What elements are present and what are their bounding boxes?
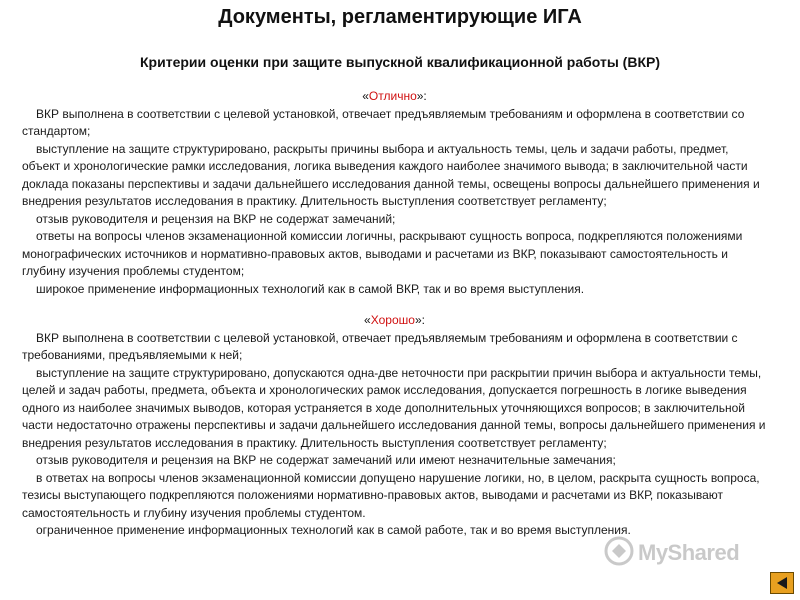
watermark xyxy=(604,536,774,570)
criterion-paragraph: выступление на защите структурировано, допускаются одна-две неточности при раскрытии причин выбора и актуальности темы, целей и задач работы, предмета, объекта и хронологических рамок исследования, допускается погрешность в логике выведения одного из наиболее значимых выводов, которая устраняется в ходе дополнительных уточняющихся вопросов; в заключительной части недостаточно отражены перспективы и задачи дальнейшего исследования данной темы, вопросы дальнейшего применения и внедрения результатов исследования в практику. Длительность выступления соответствует регламенту; xyxy=(22,365,766,450)
criterion-paragraph: выступление на защите структурировано, раскрыты причины выбора и актуальность темы, цель и задачи работы, предмет, объект и хронологические рамки исследования, логика выведения каждого наиболее значимого вывода; в заключительной части доклада показаны перспективы и задачи дальнейшего исследования данной темы, освещены вопросы дальнейшего применения и внедрения результатов исследования в практику. Длительность выступления соответствует регламенту; xyxy=(22,141,760,208)
grade-label-good: Хорошо xyxy=(370,313,415,327)
criterion-paragraph: ответы на вопросы членов экзаменационной комиссии логичны, раскрывают сущность вопроса, подкрепляются положениями монографических источников и нормативно-правовых актов, выводами и расчетами из ВКР, показывают самостоятельность и глубину изучения проблемы студентом; xyxy=(22,229,743,278)
section-excellent xyxy=(22,88,767,298)
section-good xyxy=(22,312,767,540)
grade-label-excellent: Отлично xyxy=(368,89,417,103)
grade-heading: «Хорошо»: xyxy=(364,313,425,327)
criterion-paragraph: ограниченное применение информационных технологий как в самой работе, так и во время выступления. xyxy=(36,523,631,537)
watermark-logo-icon xyxy=(604,536,634,571)
back-arrow-icon xyxy=(771,573,793,593)
criteria-content xyxy=(22,88,767,540)
watermark-text: MyShared xyxy=(638,540,740,565)
criterion-paragraph: в ответах на вопросы членов экзаменационной комиссии допущено нарушение логики, но, в целом, раскрыта сущность вопроса, тезисы выступающего подкрепляются положениями нормативно-правовых актов, выводами и расчетами из ВКР, показывают самостоятельность и глубину изучения проблемы студентом. xyxy=(22,470,760,520)
criterion-paragraph: ВКР выполнена в соответствии с целевой установкой, отвечает предъявляемым требованиям и оформлена в соответствии со стандартом; xyxy=(22,106,745,138)
page-title: Документы, регламентирующие ИГА xyxy=(218,6,582,28)
criterion-paragraph: отзыв руководителя и рецензия на ВКР не содержат замечаний или имеют незначительные замечания; xyxy=(36,453,616,467)
criterion-paragraph: широкое применение информационных технологий как в самой ВКР, так и во время выступления. xyxy=(36,281,585,296)
criterion-paragraph: ВКР выполнена в соответствии с целевой установкой, отвечает предъявляемым требованиям и оформлена в соответствии с требованиями, предъявляемыми к ней; xyxy=(22,330,738,362)
page-subtitle: Критерии оценки при защите выпускной квалификационной работы (ВКР) xyxy=(140,54,660,70)
grade-heading: «Отлично»: xyxy=(362,89,427,103)
back-button[interactable] xyxy=(770,572,794,594)
criterion-paragraph: отзыв руководителя и рецензия на ВКР не содержат замечаний; xyxy=(36,211,396,226)
